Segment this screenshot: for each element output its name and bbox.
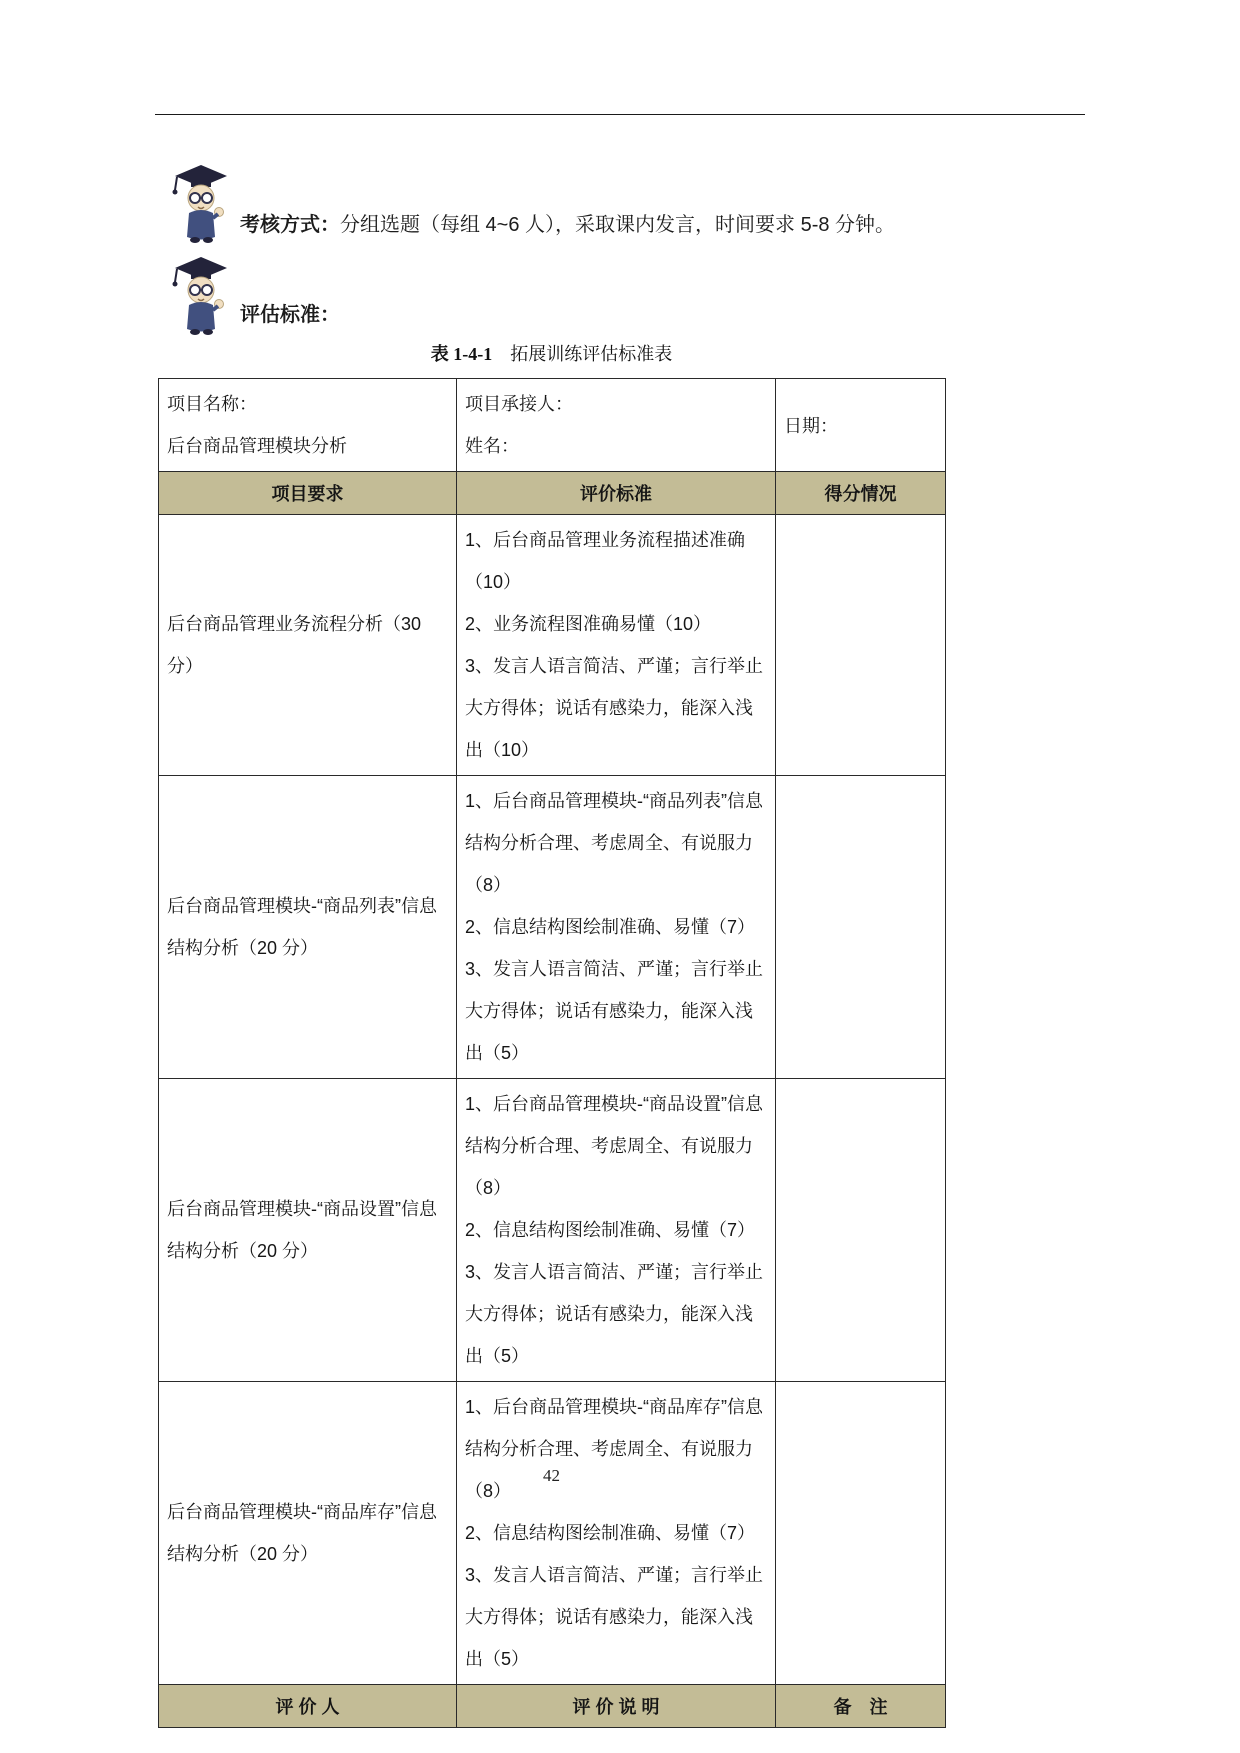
header-project-requirement: 项目要求 <box>159 472 457 515</box>
criteria-item: 3、发言人语言简洁、严谨；言行举止大方得体；说话有感染力，能深入浅出（5） <box>465 1262 764 1366</box>
requirement-cell: 后台商品管理模块-“商品库存”信息结构分析（20 分） <box>159 1382 457 1685</box>
page-number: 42 <box>543 1466 560 1485</box>
table-caption <box>158 340 945 366</box>
criteria-cell <box>457 1079 776 1382</box>
table-row <box>159 1382 946 1685</box>
footer-evaluation-notes: 评 价 说 明 <box>457 1685 776 1728</box>
professor-mascot-icon <box>167 158 235 244</box>
criteria-item: 3、发言人语言简洁、严谨；言行举止大方得体；说话有感染力，能深入浅出（10） <box>465 656 764 760</box>
undertaker-cell <box>457 379 776 472</box>
assessment-method-label: 考核方式： <box>240 214 340 236</box>
table-row <box>159 776 946 1079</box>
project-name-label: 项目名称： <box>167 394 257 414</box>
criteria-item: 1、后台商品管理模块-“商品设置”信息结构分析合理、考虑周全、有说服力（8） <box>465 1094 763 1198</box>
table-caption-number: 表 1-4-1 <box>430 344 493 364</box>
footer-evaluator: 评 价 人 <box>159 1685 457 1728</box>
criteria-cell <box>457 515 776 776</box>
score-cell <box>776 776 946 1079</box>
header-evaluation-criteria: 评价标准 <box>457 472 776 515</box>
table-row <box>159 515 946 776</box>
project-name-cell <box>159 379 457 472</box>
criteria-item: 1、后台商品管理业务流程描述准确（10） <box>465 530 746 592</box>
evaluation-standard-label: 评估标准： <box>240 304 340 326</box>
criteria-item: 1、后台商品管理模块-“商品列表”信息结构分析合理、考虑周全、有说服力（8） <box>465 791 763 895</box>
footer-remarks: 备 注 <box>776 1685 946 1728</box>
requirement-cell: 后台商品管理业务流程分析（30 分） <box>159 515 457 776</box>
table-header-row <box>159 472 946 515</box>
criteria-item: 3、发言人语言简洁、严谨；言行举止大方得体；说话有感染力，能深入浅出（5） <box>465 959 764 1063</box>
project-name-value: 后台商品管理模块分析 <box>167 436 347 456</box>
criteria-cell <box>457 1382 776 1685</box>
header-score: 得分情况 <box>776 472 946 515</box>
table-footer-row <box>159 1685 946 1728</box>
table-row <box>159 1079 946 1382</box>
date-cell: 日期： <box>776 379 946 472</box>
criteria-item: 1、后台商品管理模块-“商品库存”信息结构分析合理、考虑周全、有说服力（8） <box>465 1397 763 1501</box>
score-cell <box>776 515 946 776</box>
undertaker-label: 项目承接人： <box>465 394 573 414</box>
table-caption-title: 拓展训练评估标准表 <box>492 344 673 364</box>
criteria-item: 3、发言人语言简洁、严谨；言行举止大方得体；说话有感染力，能深入浅出（5） <box>465 1565 764 1669</box>
score-cell <box>776 1079 946 1382</box>
professor-mascot-icon <box>167 250 235 336</box>
score-cell <box>776 1382 946 1685</box>
requirement-cell: 后台商品管理模块-“商品列表”信息结构分析（20 分） <box>159 776 457 1079</box>
table-info-row <box>159 379 946 472</box>
assessment-method-line <box>240 210 1040 240</box>
criteria-item: 2、信息结构图绘制准确、易懂（7） <box>465 1220 756 1240</box>
criteria-item: 2、信息结构图绘制准确、易懂（7） <box>465 917 756 937</box>
assessment-method-text: 分组选题（每组 4~6 人），采取课内发言，时间要求 5-8 分钟。 <box>340 214 896 236</box>
requirement-cell: 后台商品管理模块-“商品设置”信息结构分析（20 分） <box>159 1079 457 1382</box>
criteria-cell <box>457 776 776 1079</box>
evaluation-table <box>158 378 946 1728</box>
undertaker-name-label: 姓名： <box>465 436 519 456</box>
criteria-item: 2、业务流程图准确易懂（10） <box>465 614 712 634</box>
header-rule <box>155 114 1085 115</box>
criteria-item: 2、信息结构图绘制准确、易懂（7） <box>465 1523 756 1543</box>
